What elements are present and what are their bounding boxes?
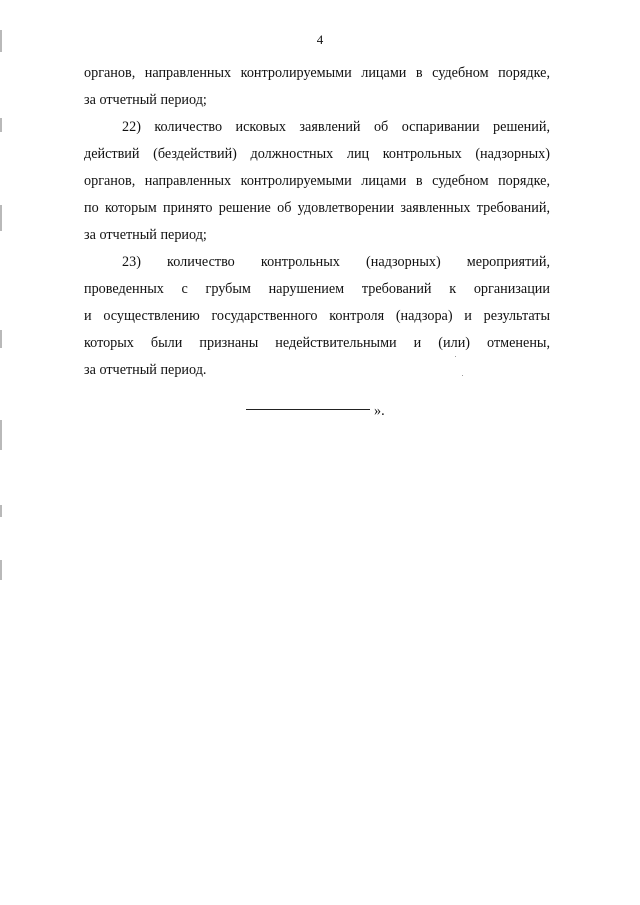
list-item-22 (84, 114, 550, 249)
scan-speck (455, 356, 456, 357)
scan-margin-marks (0, 0, 3, 905)
text-line: 23) количество контрольных (надзорных) мероприятий, (122, 254, 550, 270)
text-line: органов, направленных контролируемыми лицами в судебном порядке, (84, 65, 550, 81)
text-line: 22) количество исковых заявлений об оспаривании решений, (122, 119, 550, 135)
text-line: за отчетный период. (84, 362, 207, 378)
closing-line (246, 398, 385, 425)
text-line: органов, направленных контролируемыми лицами в судебном порядке, (84, 173, 550, 189)
text-line: которых были признаны недействительными и (или) отменены, (84, 335, 550, 351)
text-line: действий (бездействий) должностных лиц контрольных (надзорных) (84, 146, 550, 162)
list-item-continuation (84, 60, 550, 114)
text-line: и осуществлению государственного контроля (надзора) и результаты (84, 308, 550, 324)
text-line: проведенных с грубым нарушением требований к организации (84, 281, 550, 297)
signature-rule (246, 408, 370, 410)
closing-quote: ». (374, 403, 385, 419)
page-number: 4 (316, 32, 324, 47)
scan-speck (462, 375, 463, 376)
list-item-23 (84, 249, 550, 384)
text-line: по которым принято решение об удовлетворении заявленных требований, (84, 200, 550, 216)
text-line: за отчетный период; (84, 227, 207, 243)
text-line: за отчетный период; (84, 92, 207, 108)
